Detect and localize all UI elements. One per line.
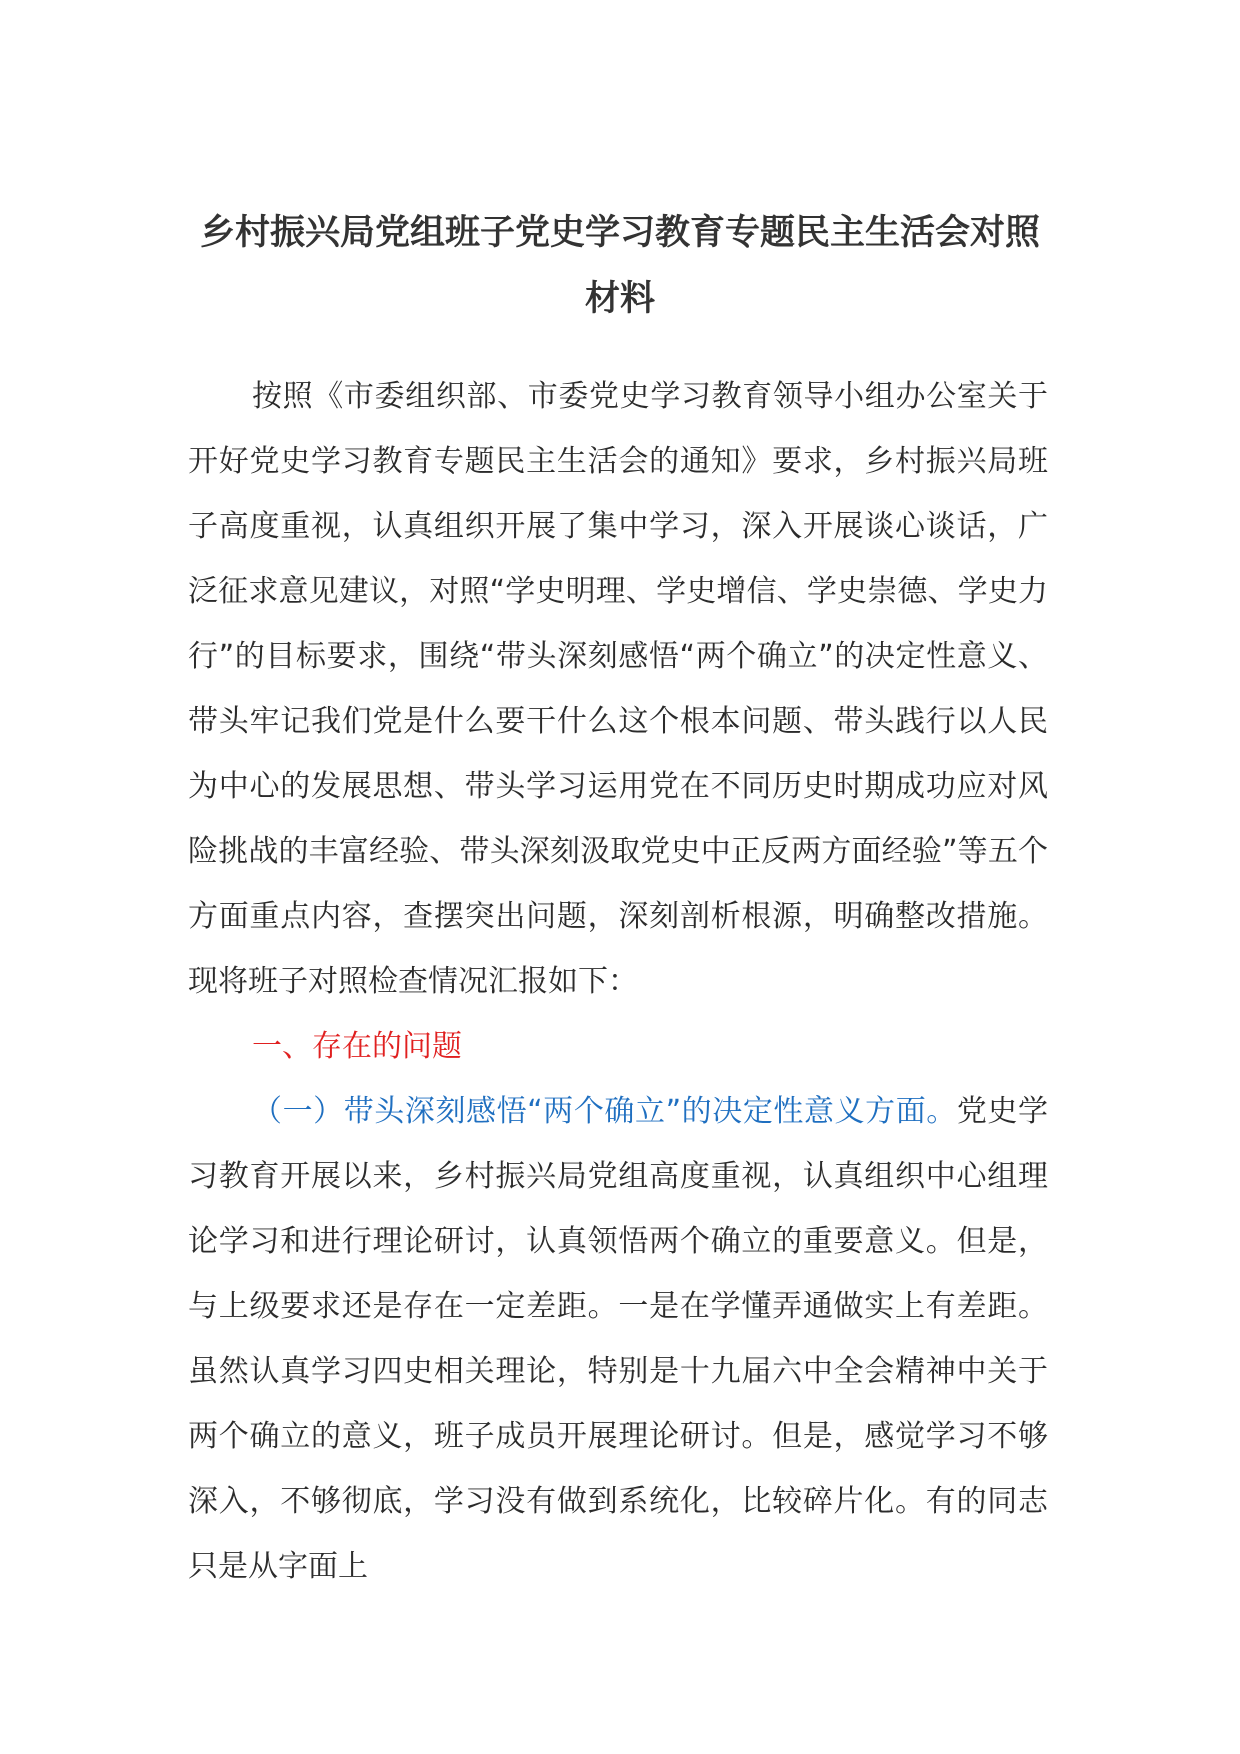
subsection-heading: （一）带头深刻感悟“两个确立”的决定性意义方面。 bbox=[252, 1094, 957, 1129]
subsection-body: 党史学习教育开展以来，乡村振兴局党组高度重视，认真组织中心组理论学习和进行理论研讨，认真领悟两个确立的重要意义。但是，与上级要求还是存在一定差距。一是在学懂弄通做实上有差距。虽然认真学习四史相关理论，特别是十九届六中全会精神中关于两个确立的意义，班子成员开展理论研讨。但是，感觉学习不够深入，不够彻底，学习没有做到系统化，比较碎片化。有的同志只是从字面上 bbox=[188, 1094, 1048, 1584]
document-title: 乡村振兴局党组班子党史学习教育专题民主生活会对照材料 bbox=[199, 213, 1040, 319]
section-heading: 一、存在的问题 bbox=[252, 1029, 462, 1064]
subsection-paragraph bbox=[188, 1079, 1048, 1599]
document-body bbox=[188, 364, 1048, 1599]
intro-paragraph: 按照《市委组织部、市委党史学习教育领导小组办公室关于开好党史学习教育专题民主生活会的通知》要求，乡村振兴局班子高度重视，认真组织开展了集中学习，深入开展谈心谈话，广泛征求意见建议，对照“学史明理、学史增信、学史崇德、学史力行”的目标要求，围绕“带头深刻感悟“两个确立”的决定性意义、带头牢记我们党是什么要干什么这个根本问题、带头践行以人民为中心的发展思想、带头学习运用党在不同历史时期成功应对风险挑战的丰富经验、带头深刻汲取党史中正反两方面经验”等五个方面重点内容，查摆突出问题，深刻剖析根源，明确整改措施。现将班子对照检查情况汇报如下： bbox=[188, 379, 1048, 999]
section-heading-paragraph bbox=[188, 1014, 1048, 1079]
